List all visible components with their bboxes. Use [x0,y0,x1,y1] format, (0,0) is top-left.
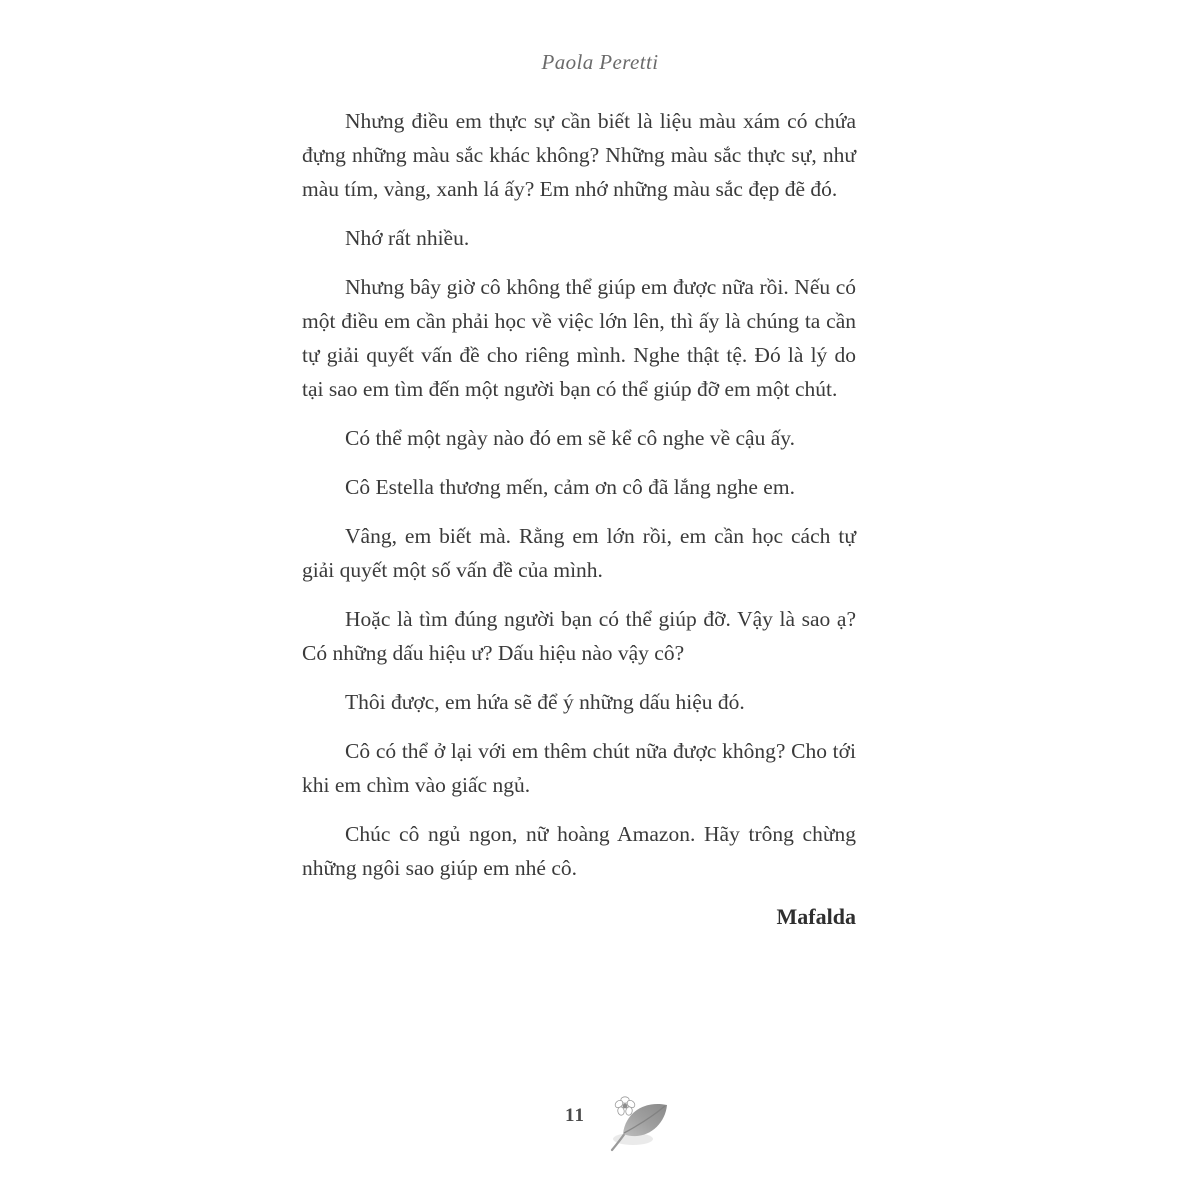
paragraph: Cô Estella thương mến, cảm ơn cô đã lắng nghe em. [345,475,795,499]
page-footer [0,1092,1200,1156]
signature: Mafalda [776,904,856,929]
page-number: 11 [565,1105,585,1126]
body-text-block [302,104,856,949]
paragraph: Thôi được, em hứa sẽ để ý những dấu hiệu đó. [345,690,745,714]
paragraph: Vâng, em biết mà. Rằng em lớn rồi, em cần học cách tự giải quyết một số vấn đề của mình. [302,524,856,582]
paragraph: Hoặc là tìm đúng người bạn có thể giúp đỡ. Vậy là sao ạ? Có những dấu hiệu ư? Dấu hiệu nào vậy cô? [302,607,856,665]
running-header: Paola Peretti [541,50,659,74]
paragraph: Nhớ rất nhiều. [345,226,470,250]
paragraph: Chúc cô ngủ ngon, nữ hoàng Amazon. Hãy trông chừng những ngôi sao giúp em nhé cô. [302,822,856,880]
paragraph: Nhưng điều em thực sự cần biết là liệu màu xám có chứa đựng những màu sắc khác không? Những màu sắc thực sự, như màu tím, vàng, xanh lá ấy? Em nhớ những màu sắc đẹp đẽ đó. [302,109,856,201]
leaf-flower-icon [603,1092,675,1156]
paragraph: Cô có thể ở lại với em thêm chút nữa được không? Cho tới khi em chìm vào giấc ngủ. [302,739,856,797]
paragraph: Nhưng bây giờ cô không thể giúp em được nữa rồi. Nếu có một điều em cần phải học về việc lớn lên, thì ấy là chúng ta cần tự giải quyết vấn đề cho riêng mình. Nghe thật tệ. Đó là lý do tại sao em tìm đến một người bạn có thể giúp đỡ em một chút. [302,275,856,401]
paragraph: Có thể một ngày nào đó em sẽ kể cô nghe về cậu ấy. [345,426,795,450]
